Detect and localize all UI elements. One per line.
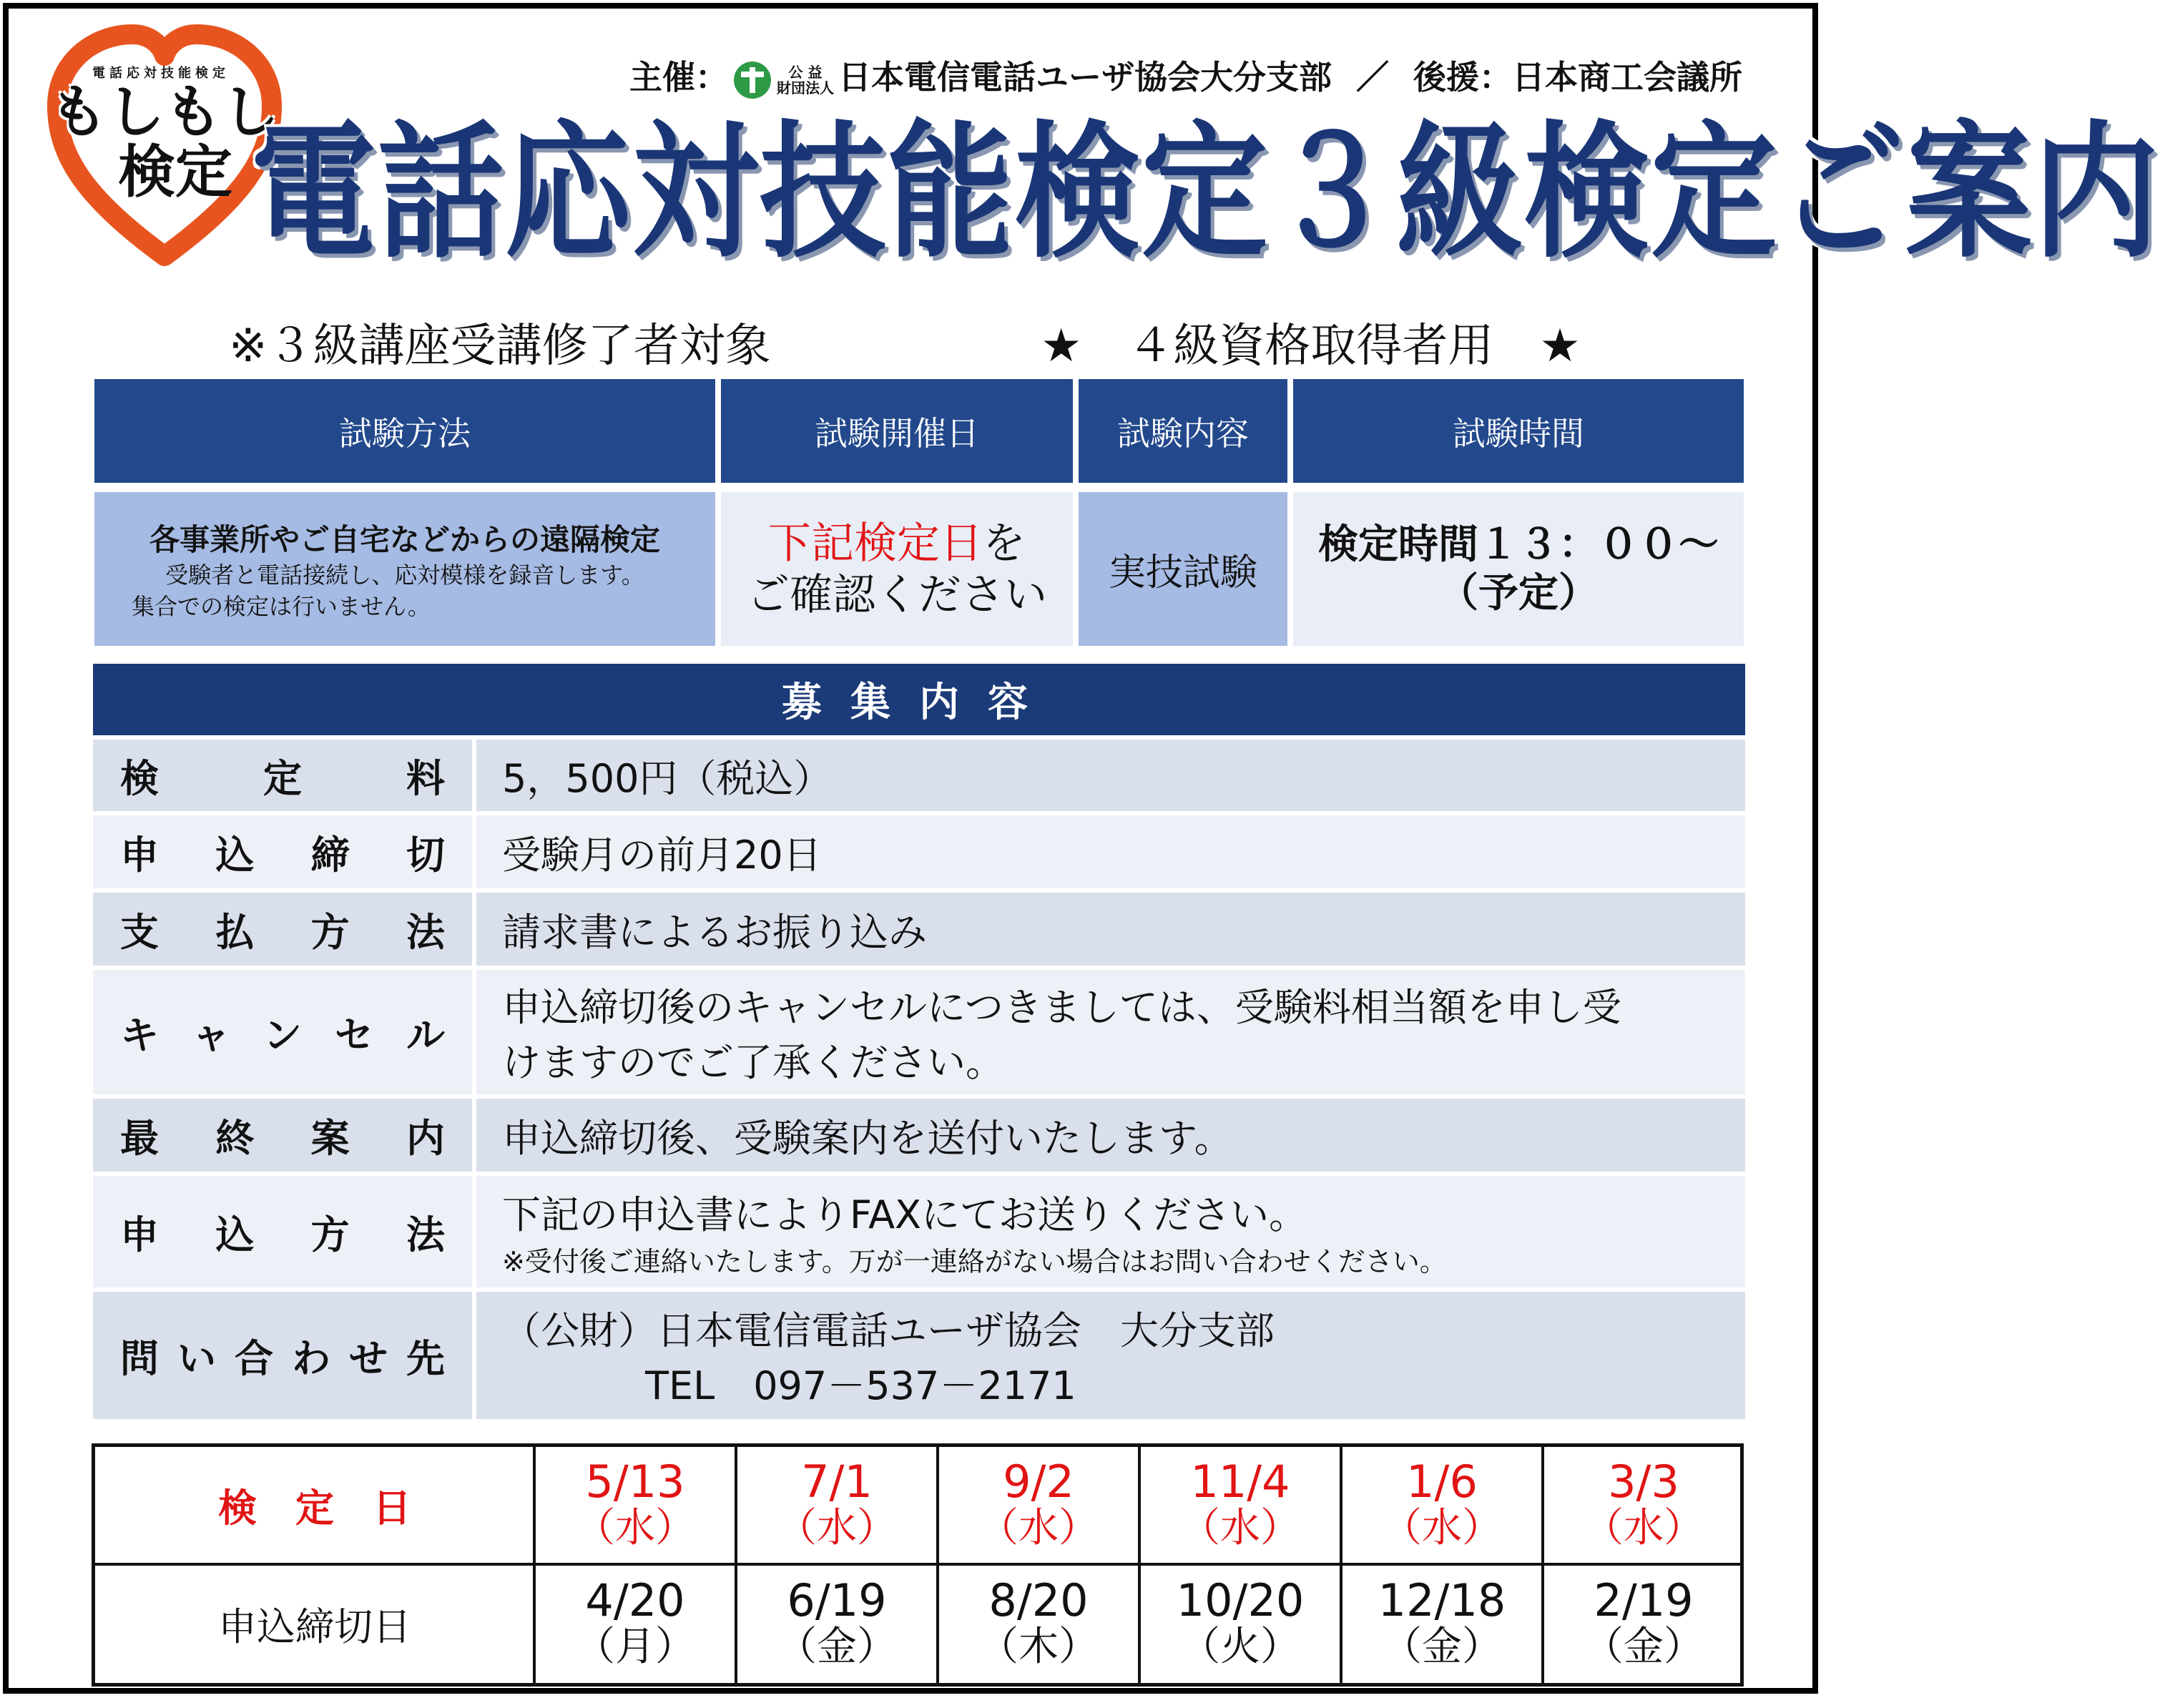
recruit-row-label <box>93 740 472 811</box>
label-char: キ <box>120 1012 159 1058</box>
weekday-text: （水） <box>978 1505 1099 1551</box>
sponsor-separator: ／ <box>1356 58 1390 97</box>
exam-date-cell <box>1139 1447 1341 1563</box>
date-text: 9/2 <box>1003 1456 1074 1508</box>
value-line-2: けますのでご了承ください。 <box>502 1040 1004 1085</box>
label-char: ャ <box>192 1012 230 1058</box>
recruit-row-value <box>476 1099 1745 1172</box>
support-label: 後援： <box>1413 58 1513 97</box>
weekday-text: （水） <box>1584 1505 1704 1551</box>
recruit-row-value <box>476 1292 1745 1419</box>
logo-caption: 電話応対技能検定 <box>92 66 230 81</box>
org-kind-bottom: 財団法人 <box>777 79 834 97</box>
org-kind <box>777 64 834 96</box>
weekday-text: （水） <box>777 1505 897 1551</box>
exam-dates-table <box>92 1443 1744 1687</box>
label-char: 法 <box>406 1212 445 1257</box>
target-note: ※３級講座受講修了者対象 <box>229 320 771 373</box>
recruit-row-label <box>93 970 472 1094</box>
recruit-header: 募集内容 <box>93 664 1745 735</box>
date-suffix: を <box>983 518 1026 569</box>
label-char: 申 <box>120 1212 159 1257</box>
recruit-row-label <box>93 893 472 966</box>
date-line-2: ご確認ください <box>747 569 1047 620</box>
label-char: 検 <box>120 755 159 801</box>
recruit-row-label <box>93 1099 472 1172</box>
weekday-text: （金） <box>1584 1624 1704 1670</box>
date-text: 8/20 <box>988 1574 1089 1626</box>
time-cell <box>1293 492 1744 646</box>
org-kind-top: 公 益 <box>788 63 823 81</box>
date-text: 3/3 <box>1608 1456 1679 1508</box>
label-char: い <box>177 1335 216 1381</box>
label-char: 申 <box>120 832 159 878</box>
weekday-text: （水） <box>1180 1505 1300 1551</box>
host-org: 日本電信電話ユーザ協会大分支部 <box>838 58 1332 97</box>
label-char: ル <box>406 1012 445 1058</box>
date-text: 7/1 <box>801 1456 873 1508</box>
content-cell: 実技試験 <box>1079 492 1287 646</box>
recruit-row-value <box>476 970 1745 1094</box>
weekday-text: （金） <box>777 1624 897 1670</box>
label-char: 法 <box>406 909 445 955</box>
deadline-cell <box>534 1563 736 1684</box>
value-line-1: （公財）日本電信電話ユーザ協会 大分支部 <box>502 1308 1275 1353</box>
weekday-text: （水） <box>1382 1505 1502 1551</box>
label-char: わ <box>292 1335 330 1381</box>
weekday-text: （月） <box>575 1624 695 1670</box>
date-line-1 <box>768 518 1026 569</box>
date-text: 12/18 <box>1378 1574 1506 1626</box>
date-text: 4/20 <box>585 1574 685 1626</box>
method-note-1: 受験者と電話接続し、応対模様を録音します。 <box>165 561 644 589</box>
time-line-2: （予定） <box>1438 569 1599 617</box>
header-date: 試験開催日 <box>721 379 1073 483</box>
exam-date-cell <box>938 1447 1139 1563</box>
value-line-1: 下記の申込書によりFAXにてお送りください。 <box>502 1192 1308 1237</box>
label-char: ン <box>263 1012 302 1058</box>
header-time: 試験時間 <box>1293 379 1744 483</box>
weekday-text: （火） <box>1180 1624 1300 1670</box>
label-char: 方 <box>310 1212 350 1257</box>
recruit-row-value <box>476 1176 1745 1287</box>
label-char: 締 <box>310 832 350 878</box>
deadline-cell <box>938 1563 1139 1684</box>
logo-line2: 検定 <box>118 139 232 205</box>
recruit-row-label <box>93 815 472 888</box>
label-char: 込 <box>215 832 255 878</box>
date-text: 6/19 <box>787 1574 887 1626</box>
date-text: 11/4 <box>1190 1456 1290 1508</box>
deadline-cell <box>1543 1563 1744 1684</box>
deadline-cell <box>1341 1563 1543 1684</box>
value-line-1: 受験月の前月20日 <box>502 832 822 878</box>
label-char: 先 <box>406 1335 445 1381</box>
value-line-2: TEL 097－537－2171 <box>645 1363 1076 1408</box>
weekday-text: （水） <box>575 1505 695 1551</box>
recruit-row-value <box>476 815 1745 888</box>
header-method: 試験方法 <box>94 379 715 483</box>
label-char: 支 <box>120 909 159 955</box>
date-text: 10/20 <box>1176 1574 1305 1626</box>
page-title: 電話応対技能検定３級検定ご案内 <box>250 108 2160 278</box>
date-cell <box>721 492 1073 646</box>
value-line-1: 請求書によるお振り込み <box>502 909 927 955</box>
sponsor-line <box>629 51 1743 99</box>
label-char: 最 <box>120 1115 159 1161</box>
label-char: 内 <box>406 1115 445 1161</box>
label-char: 払 <box>215 909 255 955</box>
recruit-row-label <box>93 1176 472 1287</box>
label-char: せ <box>349 1335 388 1381</box>
weekday-text: （金） <box>1382 1624 1502 1670</box>
exam-date-cell <box>1341 1447 1543 1563</box>
logo-line1: もしもし <box>50 79 279 145</box>
date-highlight: 下記検定日 <box>768 518 983 569</box>
deadline-label: 申込締切日 <box>218 1604 411 1649</box>
value-line-1: 申込締切後、受験案内を送付いたします。 <box>502 1115 1233 1161</box>
qualification-note: ★ ４級資格取得者用 ★ <box>1041 320 1581 373</box>
label-char: 切 <box>406 832 445 878</box>
label-char: 料 <box>406 755 445 801</box>
value-line-2: ※受付後ご連絡いたします。万が一連絡がない場合はお問い合わせください。 <box>502 1246 1447 1277</box>
deadline-cell <box>736 1563 938 1684</box>
organization-emblem-icon <box>734 62 771 99</box>
label-char: 合 <box>235 1335 273 1381</box>
date-text: 5/13 <box>585 1456 685 1508</box>
method-note-2: 集合での検定は行いません。 <box>132 592 431 620</box>
label-char: 込 <box>215 1212 255 1257</box>
moshimoshi-logo <box>43 20 286 278</box>
value-line-1: 申込締切後のキャンセルにつきましては、受験料相当額を申し受 <box>502 985 1621 1030</box>
value-line-1: 5，500円（税込） <box>502 755 833 801</box>
label-char: 終 <box>215 1115 255 1161</box>
deadline-cell <box>1139 1563 1341 1684</box>
recruit-row-label <box>93 1292 472 1419</box>
weekday-text: （木） <box>978 1624 1099 1670</box>
label-char: 定 <box>263 755 302 801</box>
time-line-1: 検定時間１３：００～ <box>1318 521 1719 568</box>
date-text: 2/19 <box>1594 1574 1694 1626</box>
exam-date-label: 検 定 日 <box>218 1485 411 1531</box>
label-char: 方 <box>310 909 350 955</box>
label-char: 問 <box>120 1335 159 1381</box>
label-char: 案 <box>310 1115 350 1161</box>
recruit-row-value <box>476 893 1745 966</box>
exam-date-cell <box>1543 1447 1744 1563</box>
exam-date-cell <box>534 1447 736 1563</box>
support-org: 日本商工会議所 <box>1512 58 1743 97</box>
label-char: セ <box>335 1012 373 1058</box>
recruit-row-value <box>476 740 1745 811</box>
method-title: 各事業所やご自宅などからの遠隔検定 <box>149 521 660 557</box>
exam-date-cell <box>736 1447 938 1563</box>
header-content: 試験内容 <box>1079 379 1287 483</box>
date-text: 1/6 <box>1406 1456 1478 1508</box>
host-label: 主催： <box>629 58 728 97</box>
method-cell <box>94 492 715 646</box>
